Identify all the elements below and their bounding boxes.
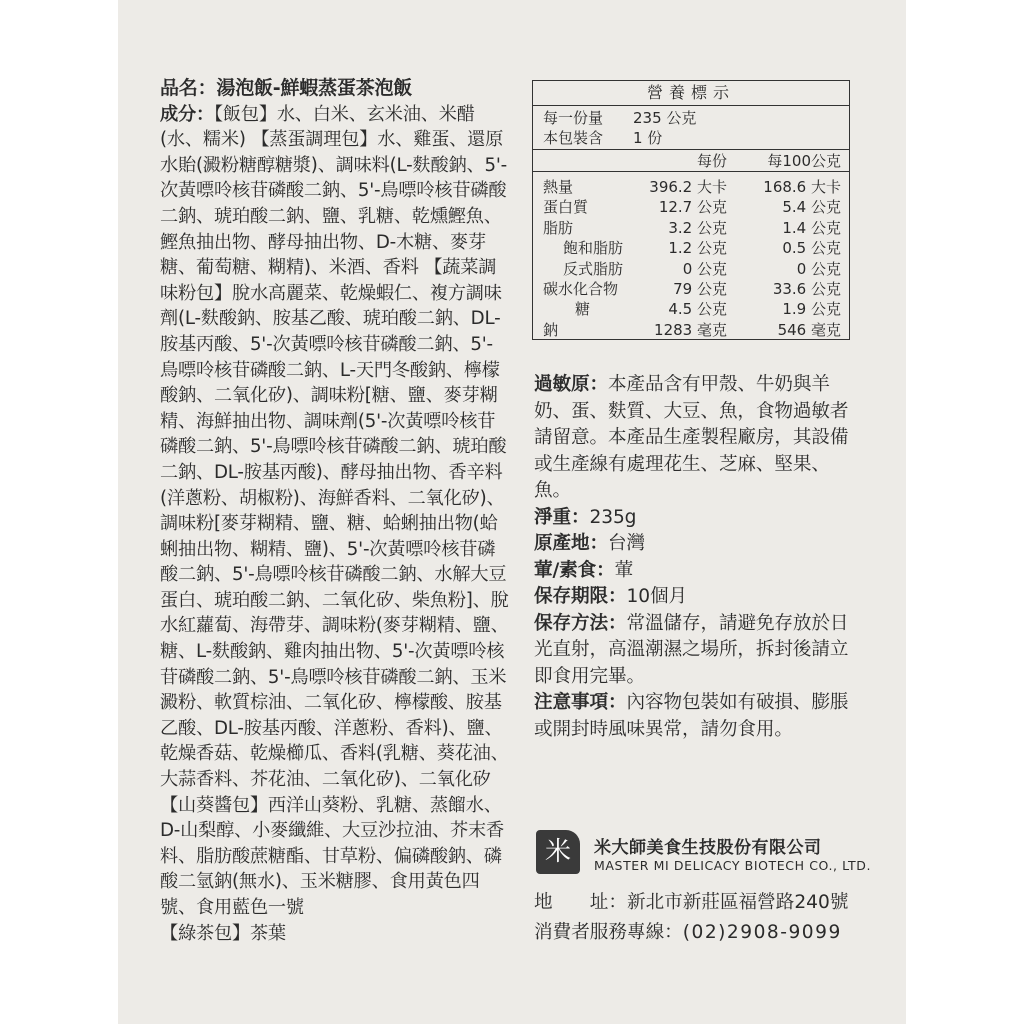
company-name-en: MASTER MI DELICACY BIOTECH CO., LTD. <box>594 858 872 873</box>
ingredients-last-line: 【綠茶包】茶葉 <box>160 922 286 944</box>
shelf-life: 保存期限：10個月 <box>534 586 687 607</box>
nutrition-row: 蛋白質 12.7 公克 5.4 公克 <box>543 198 841 217</box>
nutrition-row: 熱量 396.2 大卡 168.6 大卡 <box>543 178 841 196</box>
address: 地 址：新北市新莊區福營路240號 <box>534 892 849 913</box>
ingredients-text: 成分：【飯包】水、白米、玄米油、米醋(水、糯米) 【蒸蛋調理包】水、雞蛋、還原水貽(澱粉糖醇糖漿)、調味料(L-麩酸鈉、5'-次黃嘌呤核苷磷酸二鈉、5'-鳥嘌呤核苷磷酸二鈉、琥珀酸二鈉、鹽、乳糖、乾燻鰹魚、鰹魚抽出物、酵母抽出物、D-木糖、麥芽糖、葡萄糖、糊精)、米酒、香料 【蔬菜調味粉包】脫水高麗菜、乾燥蝦仁、複方調味劑(L-麩酸鈉、胺基乙酸、琥珀酸二鈉、DL-胺基丙酸、5'-次黃嘌呤核苷磷酸二鈉、5'-鳥嘌呤核苷磷酸二鈉、L-天門冬酸鈉、檸檬酸鈉、二氧化矽)、調味粉[糖、鹽、麥芽糊精、海鮮抽出物、調味劑(5'-次黃嘌呤核苷磷酸二鈉、5'-鳥嘌呤核苷磷酸二鈉、琥珀酸二鈉、DL-胺基丙酸)、酵母抽出物、香辛料(洋蔥粉、胡椒粉)、海鮮香料、二氧化矽)、調味粉[麥芽糊精、鹽、糖、蛤蜊抽出物(蛤蜊抽出物、糊精、鹽)、5'-次黃嘌呤核苷磷酸二鈉、5'-鳥嘌呤核苷磷酸二鈉、水解大豆蛋白、琥珀酸二鈉、二氧化矽、柴魚粉]、脫水紅蘿蔔、海帶芽、調味粉(麥芽糊精、鹽、糖、L-麩酸鈉、雞肉抽出物、5'-次黃嘌呤核苷磷酸二鈉、5'-鳥嘌呤核苷磷酸二鈉、玉米澱粉、軟質棕油、二氧化矽、檸檬酸、胺基乙酸、DL-胺基丙酸、洋蔥粉、香料)、鹽、乾燥香菇、乾燥櫛瓜、香料(乳糖、葵花油、大蒜香料、芥花油、二氧化矽)、二氧化矽 【山葵醬包】西洋山葵粉、乳糖、蒸餾水、D-山梨醇、小麥纖維、大豆沙拉油、芥末香料、脂肪酸蔗糖酯、甘草粉、偏磷酸鈉、磷酸二氫鈉(無水)、玉米糖膠、食用黃色四號、食用藍色一號 <box>160 103 509 918</box>
notice: 注意事項：內容物包裝如有破損、膨脹或開封時風味異常，請勿食用。 <box>534 692 849 740</box>
nutrition-row: 脂肪 3.2 公克 1.4 公克 <box>543 218 841 237</box>
product-info-column <box>534 372 864 743</box>
serving-size-value: 235 公克 <box>633 109 697 127</box>
servings-label: 本包裝含 <box>543 129 604 147</box>
company-name: 米大師美食生技股份有限公司 <box>594 838 822 858</box>
col-per-100g-header: 每100公克 <box>767 152 841 170</box>
nutrition-table <box>532 80 850 340</box>
company-logo: 米 <box>536 830 580 874</box>
nutrition-column-headers <box>533 150 849 172</box>
nutrition-row: 鈉 1283 毫克 546 毫克 <box>543 320 841 339</box>
nutrition-row: 反式脂肪 0 公克 0 公克 <box>563 259 841 278</box>
storage-method: 保存方法：常溫儲存，請避免存放於日光直射，高溫潮濕之場所，拆封後請立即食用完畢。 <box>534 612 849 687</box>
contact-info <box>534 888 848 948</box>
product-name: 品名：湯泡飯-鮮蝦蒸蛋茶泡飯 <box>160 77 413 99</box>
nutrition-row: 飽和脂肪 1.2 公克 0.5 公克 <box>563 239 841 258</box>
allergen-info: 過敏原：本產品含有甲殼、牛奶與羊奶、蛋、麩質、大豆、魚，食物過敏者請留意。本產品生產製程廠房，其設備或生產線有處理花生、芝麻、堅果、魚。 <box>534 374 849 501</box>
serving-size-label: 每一份量 <box>543 109 604 127</box>
servings-value: 1 份 <box>633 129 663 147</box>
nutrition-row: 糖 4.5 公克 1.9 公克 <box>575 300 841 319</box>
net-weight: 淨重：235g <box>534 506 637 528</box>
origin: 原產地：台灣 <box>534 533 645 554</box>
serving-info <box>533 106 849 150</box>
col-per-serving-header: 每份 <box>696 152 727 170</box>
nutrition-row: 碳水化合物 79 公克 33.6 公克 <box>543 279 841 298</box>
diet-type: 葷/素食：葷 <box>534 559 634 581</box>
hotline: 消費者服務專線：(02)2908-9099 <box>534 922 842 943</box>
nutrition-title: 營養標示 <box>533 81 849 106</box>
ingredients-column <box>160 76 510 946</box>
